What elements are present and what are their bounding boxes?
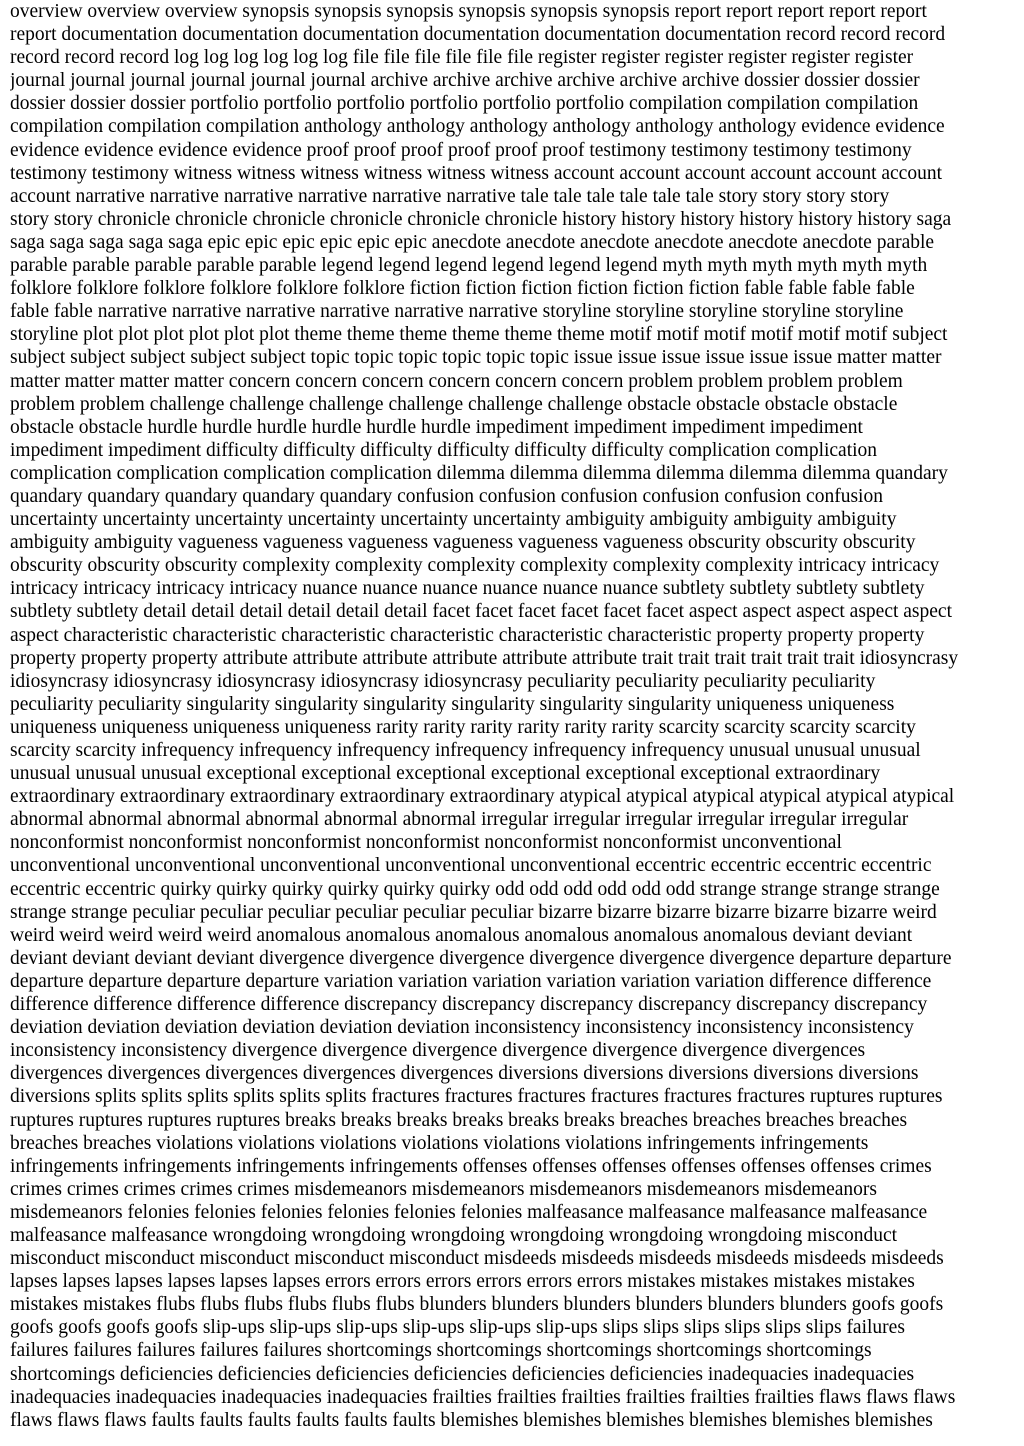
text-line: infringements infringements infringements infringements offenses offenses offenses offenses offenses offenses crimes (10, 1155, 932, 1177)
text-line: nonconformist nonconformist nonconformist nonconformist nonconformist nonconformist unconventional (10, 832, 842, 854)
text-line: subtlety subtlety detail detail detail detail detail detail facet facet facet facet facet facet aspect aspect aspect aspect aspect (10, 601, 952, 623)
text-line: intricacy intricacy intricacy intricacy nuance nuance nuance nuance nuance nuance subtlety subtlety subtlety subtlety (10, 578, 925, 600)
text-line: matter matter matter matter concern concern concern concern concern concern problem problem problem problem (10, 370, 903, 392)
text-line: failures failures failures failures failures shortcomings shortcomings shortcomings shortcomings shortcomings (10, 1340, 872, 1362)
text-line: storyline plot plot plot plot plot plot theme theme theme theme theme theme motif motif motif motif motif motif subject (10, 324, 948, 346)
text-line: property property property attribute attribute attribute attribute attribute attribute trait trait trait trait trait trait idiosyncrasy (10, 647, 959, 669)
text-line: scarcity scarcity infrequency infrequency infrequency infrequency infrequency infrequency unusual unusual unusual (10, 740, 921, 761)
text-line: deviant deviant deviant deviant divergence divergence divergence divergence divergence divergence departure departure (10, 947, 952, 969)
text-line: impediment impediment difficulty difficulty difficulty difficulty difficulty difficulty complication complication (10, 439, 878, 461)
text-line: evidence evidence evidence evidence proof proof proof proof proof proof testimony testimony testimony testimony (10, 139, 912, 161)
text-line: eccentric eccentric quirky quirky quirky quirky quirky quirky odd odd odd odd odd odd strange strange strange strange (10, 878, 940, 900)
text-line: testimony testimony witness witness witness witness witness witness account account account account account account (10, 162, 943, 184)
text-line: breaches breaches violations violations violations violations violations violations infringements infringements (10, 1132, 869, 1154)
text-line: extraordinary extraordinary extraordinary extraordinary extraordinary atypical atypical atypical atypical atypical atypical (10, 786, 955, 808)
text-line: aspect characteristic characteristic characteristic characteristic characteristic characteristic property property property (10, 624, 925, 646)
text-line: compilation compilation compilation anthology anthology anthology anthology anthology anthology evidence evidence (10, 116, 945, 138)
text-line: complication complication complication complication dilemma dilemma dilemma dilemma dilemma dilemma quandary (10, 462, 948, 484)
text-line: mistakes mistakes flubs flubs flubs flubs flubs flubs blunders blunders blunders blunders blunders blunders goofs goofs (10, 1294, 944, 1316)
text-line: folklore folklore folklore folklore folklore folklore fiction fiction fiction fiction fiction fiction fable fable fable fable (10, 278, 915, 300)
text-line: ruptures ruptures ruptures ruptures breaks breaks breaks breaks breaks breaks breaches breaches breaches breaches (10, 1109, 908, 1131)
text-line: parable parable parable parable parable legend legend legend legend legend legend myth myth myth myth myth myth (10, 255, 928, 277)
text-line: malfeasance malfeasance wrongdoing wrongdoing wrongdoing wrongdoing wrongdoing wrongdoing misconduct (10, 1224, 898, 1246)
text-line: inadequacies inadequacies inadequacies inadequacies frailties frailties frailties frailties frailties frailties flaws flaws flaws (10, 1386, 956, 1408)
text-line: strange strange peculiar peculiar peculiar peculiar peculiar peculiar bizarre bizarre bizarre bizarre bizarre bizarre weird (10, 901, 937, 923)
text-line: shortcomings deficiencies deficiencies deficiencies deficiencies deficiencies deficiencies inadequacies inadequacies (10, 1363, 915, 1385)
text-line: journal journal journal journal journal journal archive archive archive archive archive archive dossier dossier dossier (10, 70, 920, 92)
text-line: unconventional unconventional unconventional unconventional unconventional eccentric eccentric eccentric eccentric (10, 855, 932, 877)
text-line: uniqueness uniqueness uniqueness uniqueness rarity rarity rarity rarity rarity rarity scarcity scarcity scarcity scarcity (10, 716, 916, 738)
text-line: difference difference difference difference discrepancy discrepancy discrepancy discrepancy discrepancy discrepancy (10, 994, 928, 1016)
text-line: idiosyncrasy idiosyncrasy idiosyncrasy idiosyncrasy idiosyncrasy peculiarity peculiarity peculiarity peculiarity (10, 670, 876, 692)
text-line: inconsistency inconsistency divergence divergence divergence divergence divergence divergence divergences (10, 1040, 866, 1062)
text-line: subject subject subject subject subject topic topic topic topic topic topic issue issue issue issue issue issue matter matter (10, 347, 942, 369)
text-line: misdemeanors felonies felonies felonies felonies felonies felonies malfeasance malfeasance malfeasance malfeasance (10, 1201, 928, 1223)
text-line: weird weird weird weird weird anomalous anomalous anomalous anomalous anomalous anomalous deviant deviant (10, 924, 913, 946)
text-line: uncertainty uncertainty uncertainty uncertainty uncertainty uncertainty ambiguity ambiguity ambiguity ambiguity (10, 509, 897, 531)
text-line: obscurity obscurity obscurity complexity complexity complexity complexity complexity complexity intricacy intricacy (10, 555, 940, 577)
text-line: account narrative narrative narrative narrative narrative narrative tale tale tale tale tale tale story story story story (10, 185, 890, 207)
text-line: departure departure departure departure variation variation variation variation variation variation difference difference (10, 970, 932, 992)
text-line: deviation deviation deviation deviation deviation deviation inconsistency inconsistency inconsistency inconsistency (10, 1017, 914, 1039)
text-line: report documentation documentation documentation documentation documentation documentation record record record (10, 24, 946, 46)
text-line: obstacle obstacle hurdle hurdle hurdle hurdle hurdle hurdle impediment impediment impediment impediment (10, 416, 863, 438)
text-line: goofs goofs goofs goofs slip-ups slip-ups slip-ups slip-ups slip-ups slip-ups slips slips slips slips slips slips failures (10, 1317, 905, 1339)
text-line: ambiguity ambiguity vagueness vagueness vagueness vagueness vagueness vagueness obscurity obscurity obscurity (10, 532, 916, 554)
text-line: diversions splits splits splits splits splits splits fractures fractures fractures fractures fractures fractures ruptures ruptures (10, 1086, 943, 1108)
text-line: divergences divergences divergences divergences divergences diversions diversions diversions diversions diversions (10, 1063, 919, 1085)
text-line: problem problem challenge challenge challenge challenge challenge challenge obstacle obstacle obstacle obstacle (10, 393, 898, 415)
text-line: overview overview overview synopsis synopsis synopsis synopsis synopsis synopsis report report report report report (10, 1, 927, 22)
text-line: abnormal abnormal abnormal abnormal abnormal abnormal irregular irregular irregular irregular irregular irregular (10, 809, 909, 831)
text-line: quandary quandary quandary quandary quandary confusion confusion confusion confusion confusion confusion (10, 485, 883, 507)
text-line: misconduct misconduct misconduct misconduct misconduct misdeeds misdeeds misdeeds misdeeds misdeeds misdeeds (10, 1248, 944, 1270)
text-line: lapses lapses lapses lapses lapses lapses errors errors errors errors errors errors mistakes mistakes mistakes mistakes (10, 1271, 915, 1293)
text-line: peculiarity peculiarity singularity singularity singularity singularity singularity singularity uniqueness uniqueness (10, 693, 895, 715)
text-line: flaws flaws flaws faults faults faults faults faults faults blemishes blemishes blemishes blemishes blemishes blemishes (10, 1409, 933, 1431)
text-line: record record record log log log log log log file file file file file file register register register register register register (10, 47, 914, 69)
text-line: story story chronicle chronicle chronicle chronicle chronicle chronicle history history history history history history saga (10, 208, 952, 230)
text-line: unusual unusual unusual exceptional exceptional exceptional exceptional exceptional exceptional extraordinary (10, 763, 881, 785)
text-line: fable fable narrative narrative narrative narrative narrative narrative storyline storyline storyline storyline storyline (10, 301, 904, 323)
text-line: dossier dossier dossier portfolio portfolio portfolio portfolio portfolio portfolio compilation compilation compilation (10, 93, 919, 115)
text-line: crimes crimes crimes crimes crimes misdemeanors misdemeanors misdemeanors misdemeanors misdemeanors (10, 1178, 877, 1200)
text-line: saga saga saga saga saga epic epic epic epic epic epic anecdote anecdote anecdote anecdote anecdote anecdote parable (10, 231, 935, 253)
